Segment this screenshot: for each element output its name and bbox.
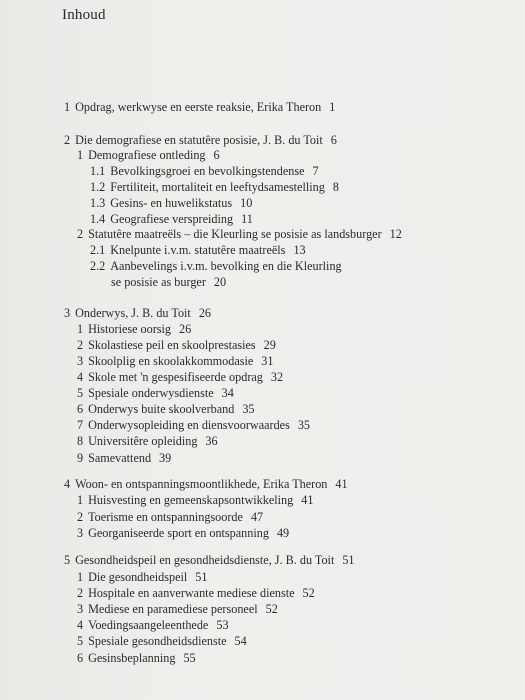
toc-entry-number: 1 [77,493,84,507]
toc-entry-title: Toerisme en ontspanningsoorde [88,510,243,524]
toc-entry [77,618,229,633]
toc-entry-number: 6 [77,402,84,416]
toc-entry-number: 5 [64,553,71,567]
toc-entry-title: Skolastiese peil en skoolprestasies [88,338,256,352]
toc-entry [77,402,255,417]
toc-entry-number: 8 [77,434,84,448]
toc-entry-page-number: 54 [234,634,247,648]
toc-entry-page-number: 52 [302,586,315,600]
toc-entry-title: Mediese en paramediese personeel [88,602,258,616]
toc-entry-page-number: 32 [270,370,284,384]
toc-entry-page-number: 39 [159,451,172,465]
toc-entry-title: Knelpunte i.v.m. statutêre maatreëls [110,243,286,257]
toc-entry-number: 9 [77,451,84,465]
toc-entry [77,338,276,353]
toc-entry [77,386,234,401]
toc-entry-number: 2 [77,586,84,600]
toc-entry [90,259,342,274]
toc-entry-title: Bevolkingsgroei en bevolkingstendense [110,164,305,178]
toc-entry-page-number: 8 [332,180,339,194]
toc-entry-number: 2.1 [90,243,106,257]
toc-entry-title: Die demografiese en statutêre posisie, J. B. du Toit [75,133,323,147]
toc-entry [77,586,315,601]
toc-entry-number: 1.4 [90,212,106,226]
toc-entry [77,227,402,242]
toc-entry-page-number: 49 [276,526,290,540]
toc-entry-title: Onderwys buite skoolverband [88,402,235,416]
toc-entry-page-number: 47 [250,510,264,524]
toc-entry-title: Samevattend [88,451,152,465]
toc-entry-page-number: 26 [198,306,212,320]
toc-entry [90,212,253,227]
toc-entry-title: Demografiese ontleding [88,148,206,162]
toc-entry-page-number: 41 [301,493,314,507]
toc-entry [77,493,313,508]
toc-entry-title: Gesinsbeplanning [88,651,176,665]
toc-entry-number: 2 [77,227,84,241]
toc-entry [90,180,339,195]
toc-entry-page-number: 41 [335,477,348,491]
toc-entry-title: Opdrag, werkwyse en eerste reaksie, Erika Theron [75,100,322,114]
toc-entry-title: Universitêre opleiding [88,434,198,448]
toc-entry-number: 7 [77,418,84,432]
toc-entry [77,418,310,433]
toc-entry-title: se posisie as burger [111,275,206,289]
toc-entry-page-number: 26 [179,322,192,336]
toc-entry-page-number: 11 [241,212,253,226]
toc-entry-number: 1 [77,570,84,584]
toc-entry [64,100,335,115]
toc-entry-title: Gesins- en huwelikstatus [110,196,233,210]
toc-entry [90,196,252,211]
toc-entry [77,148,220,163]
toc-entry-title: Spesiale gesondheidsdienste [88,634,227,648]
toc-entry-page-number: 34 [221,386,234,400]
toc-entry [64,553,355,568]
toc-entry-number: 3 [77,526,84,540]
toc-entry-number: 4 [64,477,71,491]
toc-entry-title: Statutêre maatreëls – die Kleurling se posisie as landsburger [88,227,382,241]
toc-entry-page-number: 6 [330,133,337,147]
toc-entry-number: 4 [77,370,84,384]
toc-entry-title: Onderwys, J. B. du Toit [75,306,191,320]
toc-entry [77,434,218,449]
toc-entry [77,570,207,585]
toc-entry-title: Hospitale en aanverwante mediese dienste [88,586,295,600]
toc-entry [77,370,283,385]
toc-entry [64,306,211,321]
toc-entry-title: Historiese oorsig [88,322,172,336]
toc-entry-number: 2 [77,338,84,352]
toc-entry-page-number: 51 [195,570,208,584]
toc-entry [77,510,263,525]
toc-entry [77,322,191,337]
toc-entry-page-number: 10 [240,196,253,210]
toc-entry [77,526,289,541]
toc-entry-page-number: 13 [293,243,306,257]
toc-entry-number: 1 [77,148,84,162]
toc-entry-number: 3 [77,354,84,368]
toc-entry-title: Aanbevelings i.v.m. bevolking en die Kleurling [110,259,342,273]
toc-entry-number: 2 [64,133,71,147]
toc-entry-page-number: 20 [213,275,227,289]
toc-entry-page-number: 35 [242,402,255,416]
toc-entry-number: 2 [77,510,84,524]
toc-entry-number: 1 [64,100,71,114]
toc-entry-title: Skoolplig en skoolakkommodasie [88,354,254,368]
toc-entry-page-number: 31 [261,354,274,368]
toc-entry-title: Gesondheidspeil en gesondheidsdienste, J. B. du Toit [75,553,335,567]
toc-entry-number: 3 [77,602,84,616]
toc-entry [64,477,348,492]
toc-entry [90,243,306,258]
toc-entry-number: 3 [64,306,71,320]
toc-entry-title: Huisvesting en gemeenskapsontwikkeling [88,493,294,507]
page-title: Inhoud [62,7,106,23]
toc-entry-number: 1 [77,322,84,336]
toc-entry-page-number: 6 [213,148,220,162]
toc-entry-page-number: 12 [389,227,402,241]
toc-entry-title: Georganiseerde sport en ontspanning [88,526,269,540]
toc-entry-title: Skole met 'n gespesifiseerde opdrag [88,370,263,384]
toc-entry-title: Die gesondheidspeil [88,570,188,584]
toc-entry-page-number: 52 [265,602,278,616]
toc-entry [77,354,273,369]
toc-entry [111,275,226,290]
toc-entry-title: Voedingsaangeleenthede [88,618,209,632]
toc-entry-title: Fertiliteit, mortaliteit en leeftydsamestelling [110,180,325,194]
toc-entry-page-number: 53 [216,618,229,632]
toc-entry-page-number: 29 [263,338,276,352]
toc-entry-number: 1.2 [90,180,106,194]
toc-entry-number: 4 [77,618,84,632]
toc-entry-number: 6 [77,651,84,665]
toc-entry [77,651,196,666]
toc-entry [77,602,278,617]
toc-entry-number: 1.3 [90,196,106,210]
toc-entry-number: 5 [77,386,84,400]
toc-entry-page-number: 35 [297,418,310,432]
toc-entry-page-number: 55 [183,651,196,665]
toc-entry-page-number: 1 [329,100,336,114]
toc-entry-number: 2.2 [90,259,106,273]
toc-entry [77,451,171,466]
toc-entry-number: 5 [77,634,84,648]
toc-entry [64,133,337,148]
toc-entry [90,164,319,179]
toc-entry-title: Woon- en ontspanningsmoontlikhede, Erika Theron [75,477,328,491]
toc-entry-page-number: 51 [342,553,355,567]
toc-entry-title: Geografiese verspreiding [110,212,234,226]
toc-entry-page-number: 36 [205,434,218,448]
toc-entry-number: 1.1 [90,164,106,178]
toc-entry-title: Spesiale onderwysdienste [88,386,214,400]
toc-entry-title: Onderwysopleiding en diensvoorwaardes [88,418,290,432]
toc-entry-page-number: 7 [312,164,319,178]
toc-entry [77,634,247,649]
